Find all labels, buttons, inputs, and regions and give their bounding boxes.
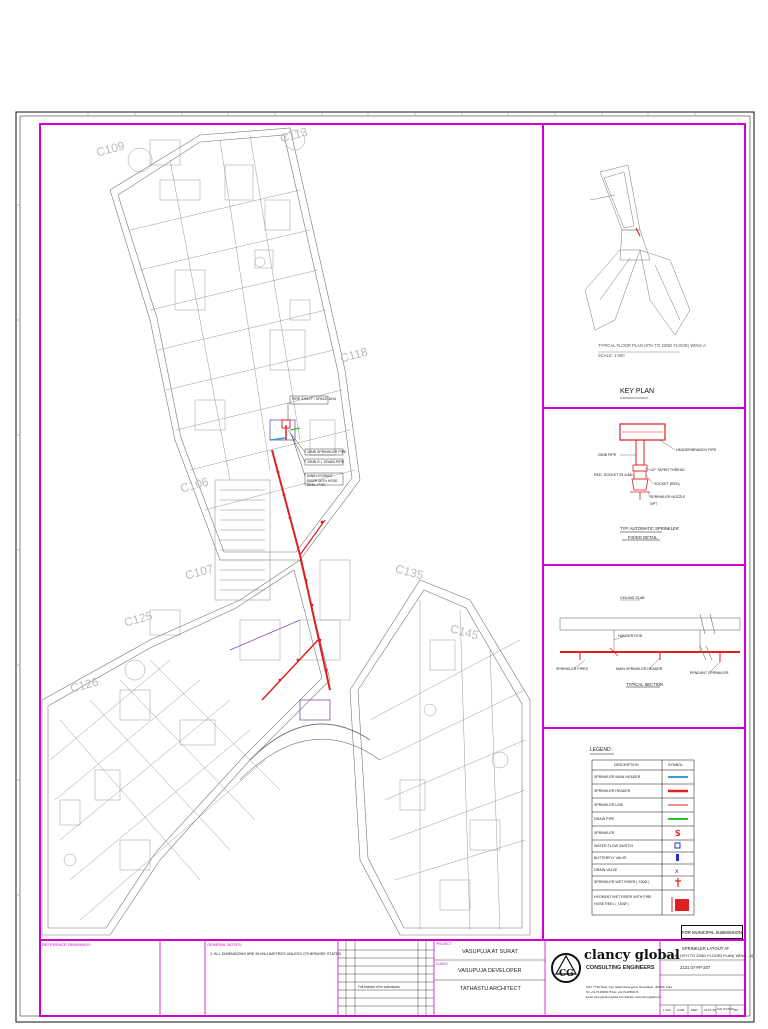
client-name: VASUPUJA DEVELOPER xyxy=(458,968,522,974)
svg-text:x: x xyxy=(675,868,679,875)
section-title: TYPICAL SECTION xyxy=(626,682,664,687)
legend-col-symbol: SYMBOL xyxy=(668,763,683,767)
legend-row-label: SPRINKLER WET RISER ( 150Ø ) xyxy=(594,880,650,884)
svg-text:S: S xyxy=(675,829,681,838)
general-notes-label: GENERAL NOTES: xyxy=(207,942,242,947)
room-tag: C145 xyxy=(448,621,481,643)
section-label: SPRINKLER PIPES xyxy=(556,667,588,671)
key-plan-caption: TYPICAL FLOOR PLAN (9TH TO 22ND FLOOR) WING-A xyxy=(598,343,706,348)
company-logo-mark xyxy=(552,954,580,982)
legend-col-description: DESCRIPTION xyxy=(614,763,639,767)
legend-row-label: HYDRANT WET RISER WITH FIRE HOSE REEL ( 150Ø ) xyxy=(594,895,652,906)
section-label: CEILING SLAB xyxy=(620,596,645,600)
legend-row-label: SPRINKLER HEADER xyxy=(594,789,631,793)
project-name: VASUPUJA AT SURAT xyxy=(462,949,518,955)
room-tag: C106 xyxy=(178,474,211,496)
detail-label: 25NB PIPE xyxy=(598,453,617,457)
revision-text: Full revision of for submission xyxy=(358,985,400,989)
detail-label: RED. SOCKET 25 X 15 xyxy=(594,473,632,477)
drawing-title-line-1: SPRINKLER LAYOUT AT xyxy=(682,946,730,951)
client-label: CLIENT xyxy=(436,962,449,966)
section-label: PENDANT SPRINKLER xyxy=(690,671,729,675)
svg-text:CG: CG xyxy=(559,969,574,979)
scale-box: R0 xyxy=(734,1008,738,1012)
detail-label: SOCKET (RED) xyxy=(654,482,680,486)
municipal-submission-stamp: FOR MUNICIPAL SUBMISSION xyxy=(681,925,743,939)
drawing-number: 2131 07-FP-207 xyxy=(680,965,711,970)
room-tag: C125 xyxy=(122,608,155,630)
room-tag: C118 xyxy=(338,344,370,366)
floor-plan xyxy=(42,128,530,935)
key-plan-graphic xyxy=(585,165,690,335)
company-subtitle: CONSULTING ENGINEERS xyxy=(586,965,655,971)
legend-row-label: SPRINKLER LINE xyxy=(594,803,624,807)
callout-label: 25NB SPRINKLER PIPE xyxy=(307,450,347,454)
architect-name: TATHASTU ARCHITECT xyxy=(460,986,521,992)
legend-row-label: WATER FLOW SWITCH xyxy=(594,844,634,848)
project-label: PROJECT xyxy=(436,942,452,946)
detail-label: HEADER/BRANCH PIPE xyxy=(676,448,717,452)
legend-row-label: DRAIN VALVE xyxy=(594,868,618,872)
callout-label: 50NB HYDRANT RISER WITH HOSE REEL / FHC xyxy=(307,474,338,487)
detail-label: NPT xyxy=(650,502,658,506)
legend-heading: LEGEND : xyxy=(590,747,614,753)
room-tag: C126 xyxy=(68,674,101,696)
section-label: HANGER ROD xyxy=(618,634,643,638)
callout-label: 25NB G.I. DRAIN PIPE xyxy=(307,460,345,464)
scale-box: 14.07.16 xyxy=(704,1008,716,1012)
company-address: 1001, TTSE Tower, Opp. Sakar Navrangpura, Ahmedabad - 380 009, India. xyxy=(586,986,673,989)
reference-drawings-label: REFERENCE DRAWINGS: xyxy=(42,942,91,947)
drawing-title-line-2: TYPICAL (9TH TO 22ND FLOOR) PLAN( WING - A) xyxy=(663,953,754,958)
key-plan-scale: SCALE: 1:600 xyxy=(598,353,625,358)
legend-row-label: BUTTERFLY VALVE xyxy=(594,856,627,860)
room-tag: C107 xyxy=(183,561,216,583)
section-label: MAIN SPRINKLER HEADER xyxy=(616,667,663,671)
legend-symbols xyxy=(668,777,689,912)
detail-label: 1/2" TAPER THREAD xyxy=(650,468,685,472)
sprinkler-piping xyxy=(262,396,343,700)
scale-box: 2131 07-FP-207 xyxy=(717,1008,735,1011)
scale-box: MEP xyxy=(691,1008,698,1012)
company-email: Email: clancy@clancyglobal.com Website: www.clancyglobal.com xyxy=(586,996,662,999)
scale-box: 1:100 xyxy=(663,1008,671,1012)
company-name: clancy global xyxy=(584,948,680,963)
room-tag: C113 xyxy=(278,124,310,146)
legend-row-label: DRAIN PIPE xyxy=(594,817,615,821)
callout-label: FIRE SHAFT / SPACE AHU xyxy=(292,397,337,401)
key-plan-title: KEY PLAN xyxy=(620,388,655,395)
room-tag: C135 xyxy=(393,561,426,583)
legend-row-label: SPRINKLER MAIN HEADER xyxy=(594,775,641,779)
general-note-1: 1. ALL DIMENSIONS ARE IN MILLIMETRES UNLESS OTHERWISE STATED xyxy=(210,952,342,956)
detail-subtitle: FIXING DETAIL xyxy=(628,535,658,540)
scale-box: C305 xyxy=(677,1008,685,1012)
company-phone: Tel: +91-79-26566175 Fax: +91-79-26566176 xyxy=(586,991,639,994)
detail-label: SPRINKLER NOZZLE xyxy=(650,495,686,499)
legend-row-label: SPRINKLER xyxy=(594,831,615,835)
room-tag: C109 xyxy=(94,138,127,160)
detail-title: TYP. AUTOMATIC SPRINKLER xyxy=(620,526,679,531)
